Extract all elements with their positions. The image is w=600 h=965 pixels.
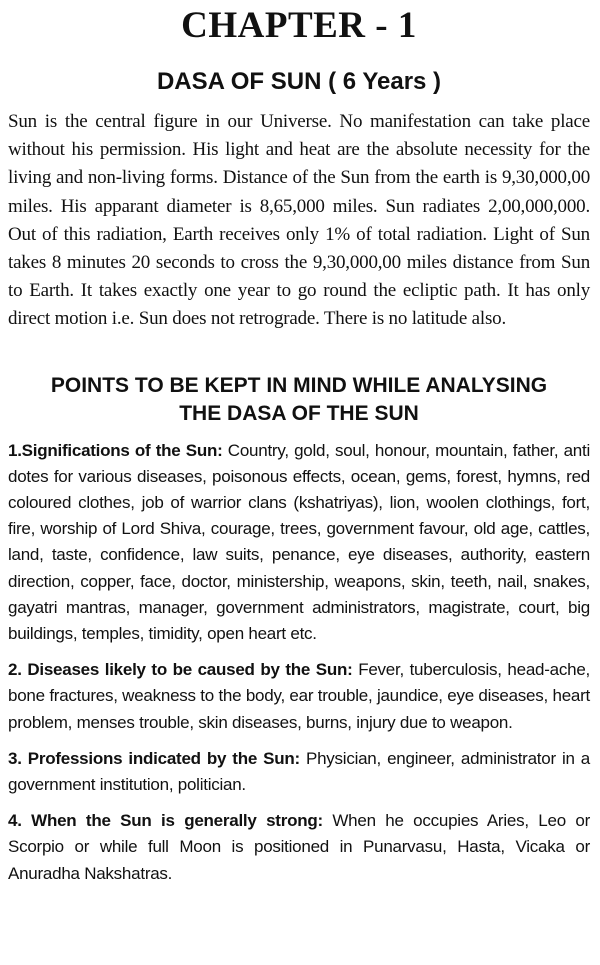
points-heading-line2: THE DASA OF THE SUN — [179, 401, 419, 425]
point-strong — [8, 808, 590, 887]
point-text: Physician, engineer, administrator in a government institution, politician. — [8, 748, 590, 795]
points-heading — [8, 372, 590, 428]
point-label: 2. Diseases likely to be caused by the Sun: — [8, 660, 353, 680]
point-text: Country, gold, soul, honour, mountain, father, anti dotes for various diseases, poisonous effects, ocean, gems, forest, hymns, red coloured clothes, job of warrior clans (kshatriyas), lion, woolen clothings, fort, fire, worship of Lord Shiva, courage, trees, government favour, old age, cattles, land, taste, confidence, law suits, penance, eye diseases, authority, eastern direction, copper, face, doctor, ministership, weapons, skin, teeth, nail, snakes, gayatri mantras, manager, government administrators, magistrate, court, big buildings, temples, timidity, open heart etc. — [8, 440, 590, 644]
document-page — [0, 6, 600, 965]
point-diseases — [8, 657, 590, 736]
point-text: Fever, tuberculosis, head-ache, bone fractures, weakness to the body, ear trouble, jaundice, eye diseases, heart problem, menses trouble, skin diseases, burns, injury due to weapon. — [8, 660, 590, 732]
point-text: When he occupies Aries, Leo or Scorpio or while full Moon is positioned in Punarvasu, Hasta, Vicaka or Anuradha Nakshatras. — [8, 811, 591, 883]
point-significations — [8, 438, 590, 648]
points-heading-line1: POINTS TO BE KEPT IN MIND WHILE ANALYSING — [50, 373, 548, 397]
point-label: 1.Significations of the Sun: — [8, 440, 223, 460]
point-label: 3. Professions indicated by the Sun: — [8, 748, 300, 768]
intro-paragraph: Sun is the central figure in our Universe. No manifestation can take place without his permission. His light and heat are the absolute necessity for the living and non-living forms. Distance of the Sun from the earth is 9,30,000,00 miles. His apparant diameter is 8,65,000 miles. Sun radiates 2,00,000,000. Out of this radiation, Earth receives only 1% of total radiation. Light of Sun takes 8 minutes 20 seconds to cross the 9,30,000,00 miles distance from Sun to Earth. It takes exactly one year to go round the ecliptic path. It has only direct motion i.e. Sun does not retrograde. There is no latitude also. — [8, 111, 590, 330]
point-label: 4. When the Sun is generally strong: — [8, 811, 323, 831]
point-professions — [8, 746, 590, 798]
section-title: DASA OF SUN ( 6 Years ) — [156, 68, 442, 95]
chapter-title: CHAPTER - 1 — [181, 5, 417, 46]
